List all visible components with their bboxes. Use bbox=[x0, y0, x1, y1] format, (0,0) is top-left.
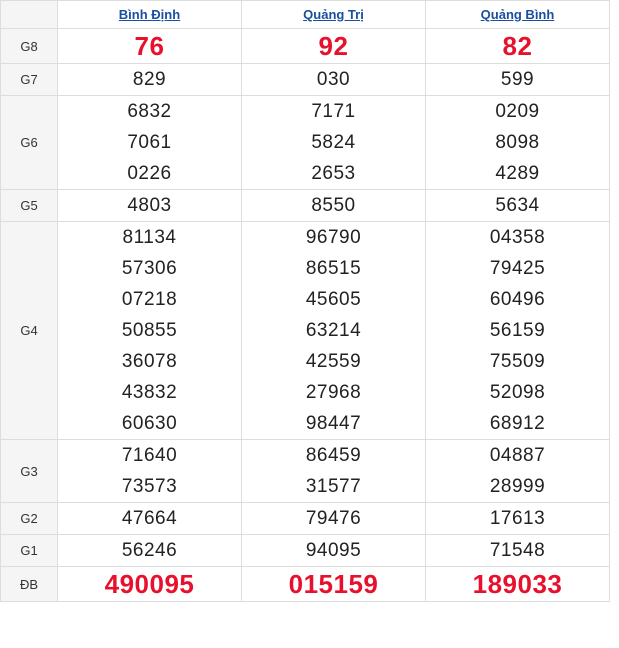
prize-numbers-cell bbox=[426, 222, 610, 440]
lottery-number: 56246 bbox=[121, 540, 178, 561]
lottery-number: 71640 bbox=[121, 445, 178, 466]
lottery-number: 829 bbox=[132, 69, 167, 90]
lottery-number: 73573 bbox=[121, 476, 178, 497]
lottery-number: 75509 bbox=[489, 351, 546, 372]
lottery-number: 31577 bbox=[305, 476, 362, 497]
table-header bbox=[1, 1, 610, 29]
lottery-number: 0209 bbox=[495, 101, 540, 122]
lottery-number: 07218 bbox=[121, 289, 178, 310]
prize-label: G7 bbox=[1, 64, 58, 96]
lottery-number: 4289 bbox=[495, 163, 540, 184]
lottery-number: 45605 bbox=[305, 289, 362, 310]
prize-label: G2 bbox=[1, 503, 58, 535]
lottery-number: 27968 bbox=[305, 382, 362, 403]
prize-numbers-cell bbox=[242, 567, 426, 602]
lottery-number: 52098 bbox=[489, 382, 546, 403]
prize-numbers-cell bbox=[242, 503, 426, 535]
table-row bbox=[1, 440, 610, 503]
lottery-number: 86515 bbox=[305, 258, 362, 279]
lottery-number: 96790 bbox=[305, 227, 362, 248]
prize-numbers-cell bbox=[426, 567, 610, 602]
prize-numbers-cell bbox=[58, 222, 242, 440]
header-province-1 bbox=[242, 1, 426, 29]
lottery-number: 71548 bbox=[489, 540, 546, 561]
lottery-number: 030 bbox=[316, 69, 351, 90]
table-row bbox=[1, 96, 610, 190]
lottery-number: 76 bbox=[134, 31, 165, 61]
prize-numbers-cell bbox=[58, 29, 242, 64]
lottery-number: 60630 bbox=[121, 413, 178, 434]
prize-numbers-cell bbox=[58, 190, 242, 222]
table-row bbox=[1, 64, 610, 96]
prize-numbers-cell bbox=[426, 503, 610, 535]
lottery-number: 17613 bbox=[489, 508, 546, 529]
prize-numbers-cell bbox=[58, 503, 242, 535]
table-row bbox=[1, 190, 610, 222]
province-link-quang-binh[interactable]: Quảng Bình bbox=[480, 7, 555, 22]
prize-numbers-cell bbox=[58, 440, 242, 503]
prize-numbers-cell bbox=[58, 96, 242, 190]
lottery-number: 8098 bbox=[495, 132, 540, 153]
lottery-number: 04358 bbox=[489, 227, 546, 248]
lottery-number: 7171 bbox=[311, 101, 356, 122]
prize-numbers-cell bbox=[426, 190, 610, 222]
prize-numbers-cell bbox=[426, 535, 610, 567]
prize-numbers-cell bbox=[426, 96, 610, 190]
lottery-number: 94095 bbox=[305, 540, 362, 561]
prize-numbers-cell bbox=[242, 29, 426, 64]
table-row bbox=[1, 503, 610, 535]
lottery-number: 68912 bbox=[489, 413, 546, 434]
prize-label: G3 bbox=[1, 440, 58, 503]
lottery-number: 63214 bbox=[305, 320, 362, 341]
prize-numbers-cell bbox=[58, 567, 242, 602]
lottery-number: 4803 bbox=[127, 195, 172, 216]
lottery-number: 599 bbox=[500, 69, 535, 90]
prize-label: G8 bbox=[1, 29, 58, 64]
prize-label: G1 bbox=[1, 535, 58, 567]
lottery-number: 56159 bbox=[489, 320, 546, 341]
province-link-binh-dinh[interactable]: Bình Định bbox=[118, 7, 181, 22]
lottery-number: 04887 bbox=[489, 445, 546, 466]
lottery-number: 015159 bbox=[288, 569, 379, 599]
prize-label: G6 bbox=[1, 96, 58, 190]
header-corner-cell bbox=[1, 1, 58, 29]
lottery-number: 57306 bbox=[121, 258, 178, 279]
table-row bbox=[1, 567, 610, 602]
lottery-number: 86459 bbox=[305, 445, 362, 466]
prize-numbers-cell bbox=[242, 440, 426, 503]
lottery-number: 2653 bbox=[311, 163, 356, 184]
lottery-number: 8550 bbox=[311, 195, 356, 216]
lottery-number: 490095 bbox=[104, 569, 195, 599]
prize-numbers-cell bbox=[426, 64, 610, 96]
prize-label: G5 bbox=[1, 190, 58, 222]
lottery-number: 79476 bbox=[305, 508, 362, 529]
lottery-number: 5824 bbox=[311, 132, 356, 153]
prize-numbers-cell bbox=[58, 64, 242, 96]
table-row bbox=[1, 535, 610, 567]
lottery-number: 92 bbox=[318, 31, 349, 61]
province-link-quang-tri[interactable]: Quảng Trị bbox=[303, 7, 364, 22]
prize-numbers-cell bbox=[242, 190, 426, 222]
lottery-number: 79425 bbox=[489, 258, 546, 279]
table-row bbox=[1, 222, 610, 440]
lottery-number: 42559 bbox=[305, 351, 362, 372]
header-row bbox=[1, 1, 610, 29]
lottery-number: 36078 bbox=[121, 351, 178, 372]
table-body bbox=[1, 29, 610, 602]
prize-numbers-cell bbox=[426, 440, 610, 503]
lottery-number: 50855 bbox=[121, 320, 178, 341]
prize-numbers-cell bbox=[242, 64, 426, 96]
lottery-number: 43832 bbox=[121, 382, 178, 403]
lottery-number: 81134 bbox=[122, 227, 177, 248]
lottery-number: 5634 bbox=[495, 195, 540, 216]
header-province-0 bbox=[58, 1, 242, 29]
lottery-number: 60496 bbox=[489, 289, 546, 310]
header-province-2 bbox=[426, 1, 610, 29]
lottery-number: 82 bbox=[502, 31, 533, 61]
prize-numbers-cell bbox=[426, 29, 610, 64]
prize-numbers-cell bbox=[242, 96, 426, 190]
prize-numbers-cell bbox=[242, 535, 426, 567]
lottery-number: 98447 bbox=[305, 413, 362, 434]
prize-label: G4 bbox=[1, 222, 58, 440]
prize-label: ĐB bbox=[1, 567, 58, 602]
lottery-number: 0226 bbox=[127, 163, 172, 184]
lottery-number: 6832 bbox=[127, 101, 172, 122]
prize-numbers-cell bbox=[242, 222, 426, 440]
lottery-number: 28999 bbox=[489, 476, 546, 497]
lottery-number: 7061 bbox=[127, 132, 172, 153]
table-row bbox=[1, 29, 610, 64]
lottery-number: 47664 bbox=[121, 508, 178, 529]
prize-numbers-cell bbox=[58, 535, 242, 567]
lottery-number: 189033 bbox=[472, 569, 563, 599]
